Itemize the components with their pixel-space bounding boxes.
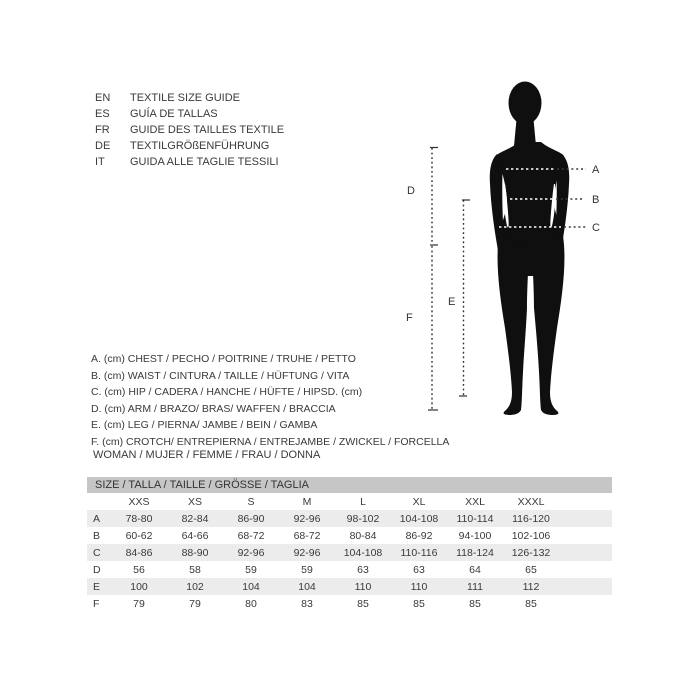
language-row-fr (95, 122, 284, 138)
cell: 78-80 (125, 512, 153, 525)
cell: 104-108 (399, 512, 439, 525)
size-table-header: SIZE / TALLA / TAILLE / GRÖSSE / TAGLIA (87, 477, 612, 493)
size-label: L (360, 495, 366, 508)
table-row-e (87, 578, 612, 595)
label-leg-e: E (448, 296, 456, 308)
cell: 86-92 (405, 529, 433, 542)
cell: 110 (410, 580, 428, 593)
language-list (95, 90, 284, 170)
row-label: C (93, 546, 101, 559)
row-label: D (93, 563, 101, 576)
cell: 63 (357, 563, 369, 576)
language-label: TEXTILGRÖßENFÜHRUNG (130, 140, 270, 152)
language-label: GUÍA DE TALLAS (130, 108, 218, 120)
legend-hip: C. (cm) HIP / CADERA / HANCHE / HÜFTE / HIPSD. (cm) (91, 386, 363, 399)
cell: 85 (525, 597, 537, 610)
corner-cell (87, 493, 111, 510)
cell: 104 (242, 580, 260, 593)
cell: 82-84 (181, 512, 209, 525)
size-label: XL (412, 495, 426, 508)
cell: 98-102 (346, 512, 380, 525)
language-label: GUIDE DES TAILLES TEXTILE (130, 124, 285, 136)
cell: 80 (245, 597, 257, 610)
filler-cell (559, 595, 612, 612)
cell: 116-120 (512, 512, 550, 525)
row-label: E (93, 580, 101, 593)
language-code: FR (95, 124, 110, 136)
cell: 86-90 (237, 512, 265, 525)
filler-cell (559, 578, 612, 595)
legend-waist: B. (cm) WAIST / CINTURA / TAILLE / HÜFTUNG / VITA (91, 369, 350, 382)
cell: 60-62 (125, 529, 153, 542)
cell: 64 (469, 563, 481, 576)
label-hip-c: C (592, 222, 600, 234)
measurement-legend (91, 351, 449, 451)
cell: 85 (413, 597, 425, 610)
cell: 92-96 (237, 546, 265, 559)
cell: 80-84 (349, 529, 377, 542)
size-label: XXXL (517, 495, 545, 508)
cell: 94-100 (458, 529, 492, 542)
size-label: XXL (465, 495, 485, 508)
language-code: IT (95, 156, 105, 168)
cell: 92-96 (293, 512, 321, 525)
size-label: XXS (128, 495, 150, 508)
cell: 92-96 (293, 546, 321, 559)
language-label: GUIDA ALLE TAGLIE TESSILI (130, 156, 279, 168)
size-table (87, 477, 612, 612)
legend-leg: E. (cm) LEG / PIERNA/ JAMBE / BEIN / GAMBA (91, 419, 318, 432)
cell: 56 (133, 563, 145, 576)
table-row-c (87, 544, 612, 561)
row-label: B (93, 529, 101, 542)
cell: 104 (298, 580, 316, 593)
size-label: M (302, 495, 312, 508)
legend-arm: D. (cm) ARM / BRAZO/ BRAS/ WAFFEN / BRACCIA (91, 402, 336, 415)
filler-cell (559, 493, 612, 510)
language-row-en (95, 90, 284, 106)
cell: 102-106 (511, 529, 551, 542)
cell: 65 (525, 563, 537, 576)
language-row-de (95, 138, 284, 154)
cell: 118-124 (456, 546, 494, 559)
cell: 104-108 (343, 546, 383, 559)
gender-heading: WOMAN / MUJER / FEMME / FRAU / DONNA (93, 449, 321, 461)
language-code: EN (95, 92, 111, 104)
table-row-f (87, 595, 612, 612)
cell: 85 (469, 597, 481, 610)
cell: 102 (186, 580, 204, 593)
cell: 110-114 (456, 512, 494, 525)
table-row-d (87, 561, 612, 578)
filler-cell (559, 544, 612, 561)
cell: 63 (413, 563, 425, 576)
cell: 110-116 (400, 546, 438, 559)
table-row-b (87, 527, 612, 544)
cell: 59 (245, 563, 257, 576)
label-chest-a: A (592, 164, 600, 176)
size-label: XS (187, 495, 202, 508)
silhouette-left-leg (498, 236, 528, 415)
filler-cell (559, 561, 612, 578)
language-code: DE (95, 140, 111, 152)
row-label: F (93, 597, 100, 610)
label-arm-d: D (407, 185, 415, 197)
filler-cell (559, 527, 612, 544)
filler-cell (559, 510, 612, 527)
woman-silhouette (490, 82, 569, 416)
cell: 58 (189, 563, 201, 576)
legend-chest: A. (cm) CHEST / PECHO / POITRINE / TRUHE / PETTO (91, 353, 356, 365)
cell: 84-86 (125, 546, 153, 559)
label-waist-b: B (592, 194, 600, 206)
cell: 111 (467, 580, 483, 593)
language-row-it (95, 154, 284, 170)
size-table-header-row (87, 477, 612, 493)
language-row-es (95, 106, 284, 122)
cell: 68-72 (293, 529, 321, 542)
cell: 126-132 (511, 546, 551, 559)
size-label: S (247, 495, 255, 508)
cell: 64-66 (181, 529, 209, 542)
cell: 68-72 (237, 529, 265, 542)
silhouette-right-leg (533, 236, 564, 415)
row-label: A (93, 512, 101, 525)
cell: 88-90 (181, 546, 209, 559)
legend-crotch: F. (cm) CROTCH/ ENTREPIERNA / ENTREJAMBE / ZWICKEL / FORCELLA (91, 435, 450, 448)
language-label: TEXTILE SIZE GUIDE (130, 92, 241, 104)
cell: 59 (301, 563, 313, 576)
cell: 110 (354, 580, 372, 593)
silhouette-neck (514, 114, 536, 146)
cell: 85 (357, 597, 369, 610)
cell: 79 (189, 597, 201, 610)
size-labels-row (87, 493, 612, 510)
cell: 79 (133, 597, 145, 610)
cell: 83 (301, 597, 313, 610)
language-code: ES (95, 108, 110, 120)
cell: 100 (130, 580, 148, 593)
cell: 112 (522, 580, 540, 593)
table-row-a (87, 510, 612, 527)
label-crotch-f: F (406, 312, 413, 324)
